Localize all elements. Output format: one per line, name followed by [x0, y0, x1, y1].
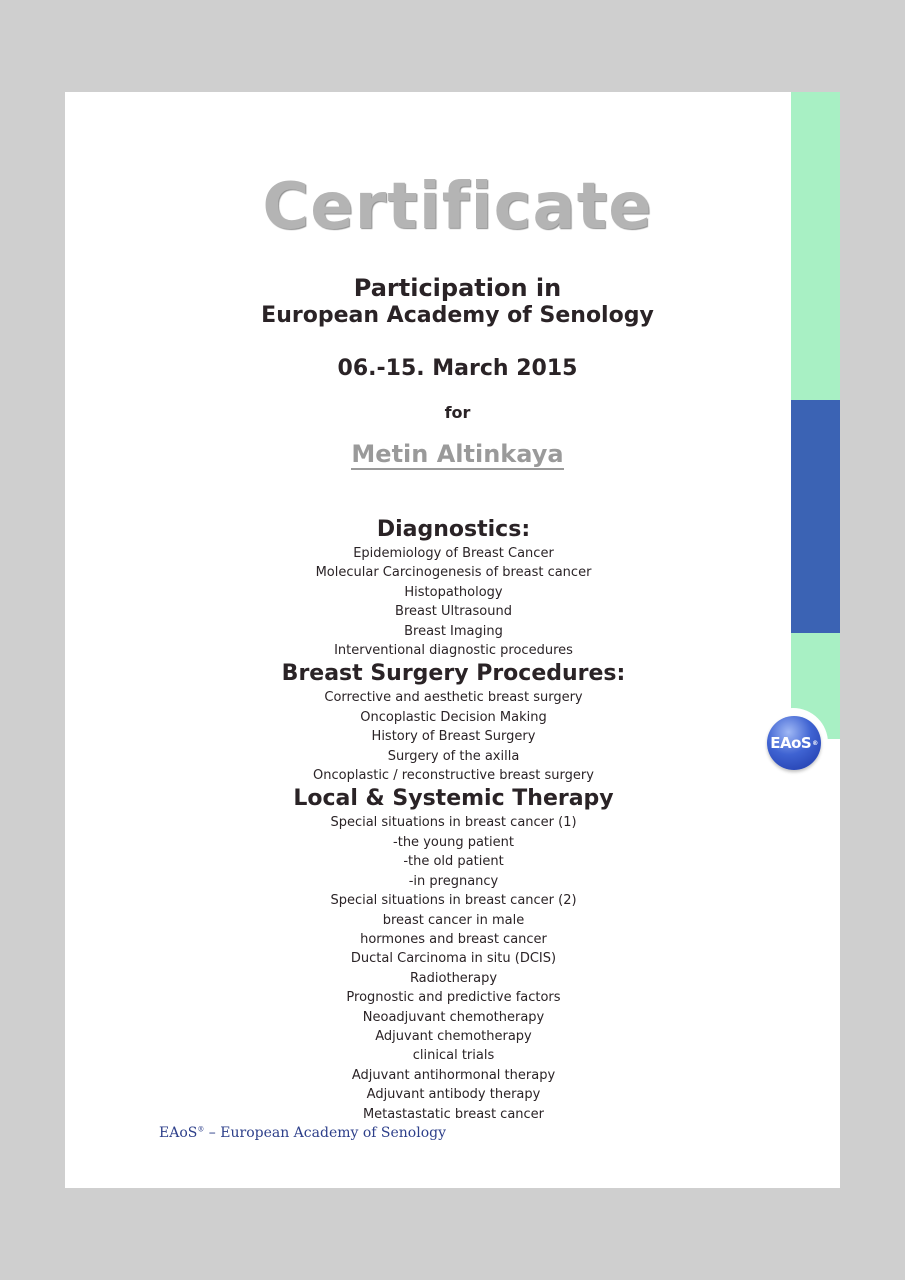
curriculum-item: -in pregnancy — [408, 873, 499, 889]
section-heading: Diagnostics: — [376, 517, 531, 542]
curriculum-item: clinical trials — [412, 1048, 495, 1064]
curriculum — [65, 516, 840, 1124]
curriculum-item: Epidemiology of Breast Cancer — [353, 546, 554, 561]
logo-text: EAoS — [770, 734, 812, 752]
curriculum-item: breast cancer in male — [382, 912, 525, 928]
curriculum-section — [65, 785, 840, 1124]
curriculum-item: Adjuvant chemotherapy — [375, 1028, 532, 1044]
curriculum-item: Special situations in breast cancer (2) — [330, 893, 577, 909]
section-heading: Local & Systemic Therapy — [293, 786, 614, 812]
recipient-name-text: Metin Altinkaya — [351, 440, 564, 468]
curriculum-item: Molecular Carcinogenesis of breast cancer — [315, 565, 592, 581]
footer — [159, 1125, 446, 1141]
footer-registered-mark: ® — [197, 1125, 205, 1134]
curriculum-item: -the old patient — [403, 854, 504, 870]
for-label: for — [444, 403, 471, 422]
curriculum-item: Special situations in breast cancer (1) — [330, 815, 577, 831]
section-heading: Breast Surgery Procedures: — [281, 661, 626, 687]
logo-registered-mark: ® — [812, 739, 818, 747]
curriculum-item: hormones and breast cancer — [360, 931, 547, 947]
green-band-top — [791, 92, 840, 400]
curriculum-item: Breast Ultrasound — [395, 604, 512, 620]
curriculum-item: Surgery of the axilla — [387, 748, 520, 764]
footer-brand: EAoS — [159, 1125, 198, 1141]
curriculum-item: Radiotherapy — [409, 970, 498, 986]
certificate-title: Certificate — [262, 170, 653, 244]
curriculum-item: Oncoplastic / reconstructive breast surgery — [313, 768, 594, 784]
academy-name: European Academy of Senology — [261, 303, 654, 328]
curriculum-item: Ductal Carcinoma in situ (DCIS) — [350, 951, 557, 967]
curriculum-item: Prognostic and predictive factors — [346, 990, 561, 1006]
curriculum-item: Metastastatic breast cancer — [362, 1106, 545, 1122]
curriculum-item: History of Breast Surgery — [371, 729, 536, 745]
curriculum-section — [65, 516, 840, 660]
curriculum-item: Interventional diagnostic procedures — [334, 643, 573, 659]
curriculum-section — [65, 660, 840, 785]
curriculum-item: Neoadjuvant chemotherapy — [362, 1009, 545, 1025]
curriculum-item: Adjuvant antibody therapy — [366, 1087, 541, 1103]
curriculum-item: Histopathology — [404, 584, 503, 600]
curriculum-item: Corrective and aesthetic breast surgery — [324, 690, 583, 706]
recipient-name — [65, 440, 840, 468]
event-dates: 06.-15. March 2015 — [337, 356, 578, 381]
curriculum-item: -the young patient — [393, 834, 514, 850]
curriculum-item: Oncoplastic Decision Making — [360, 709, 547, 725]
footer-text: – European Academy of Senology — [204, 1125, 447, 1141]
curriculum-item: Adjuvant antihormonal therapy — [351, 1067, 556, 1083]
certificate-page — [65, 92, 840, 1188]
curriculum-item: Breast Imaging — [404, 623, 503, 639]
participation-line: Participation in — [353, 274, 562, 302]
